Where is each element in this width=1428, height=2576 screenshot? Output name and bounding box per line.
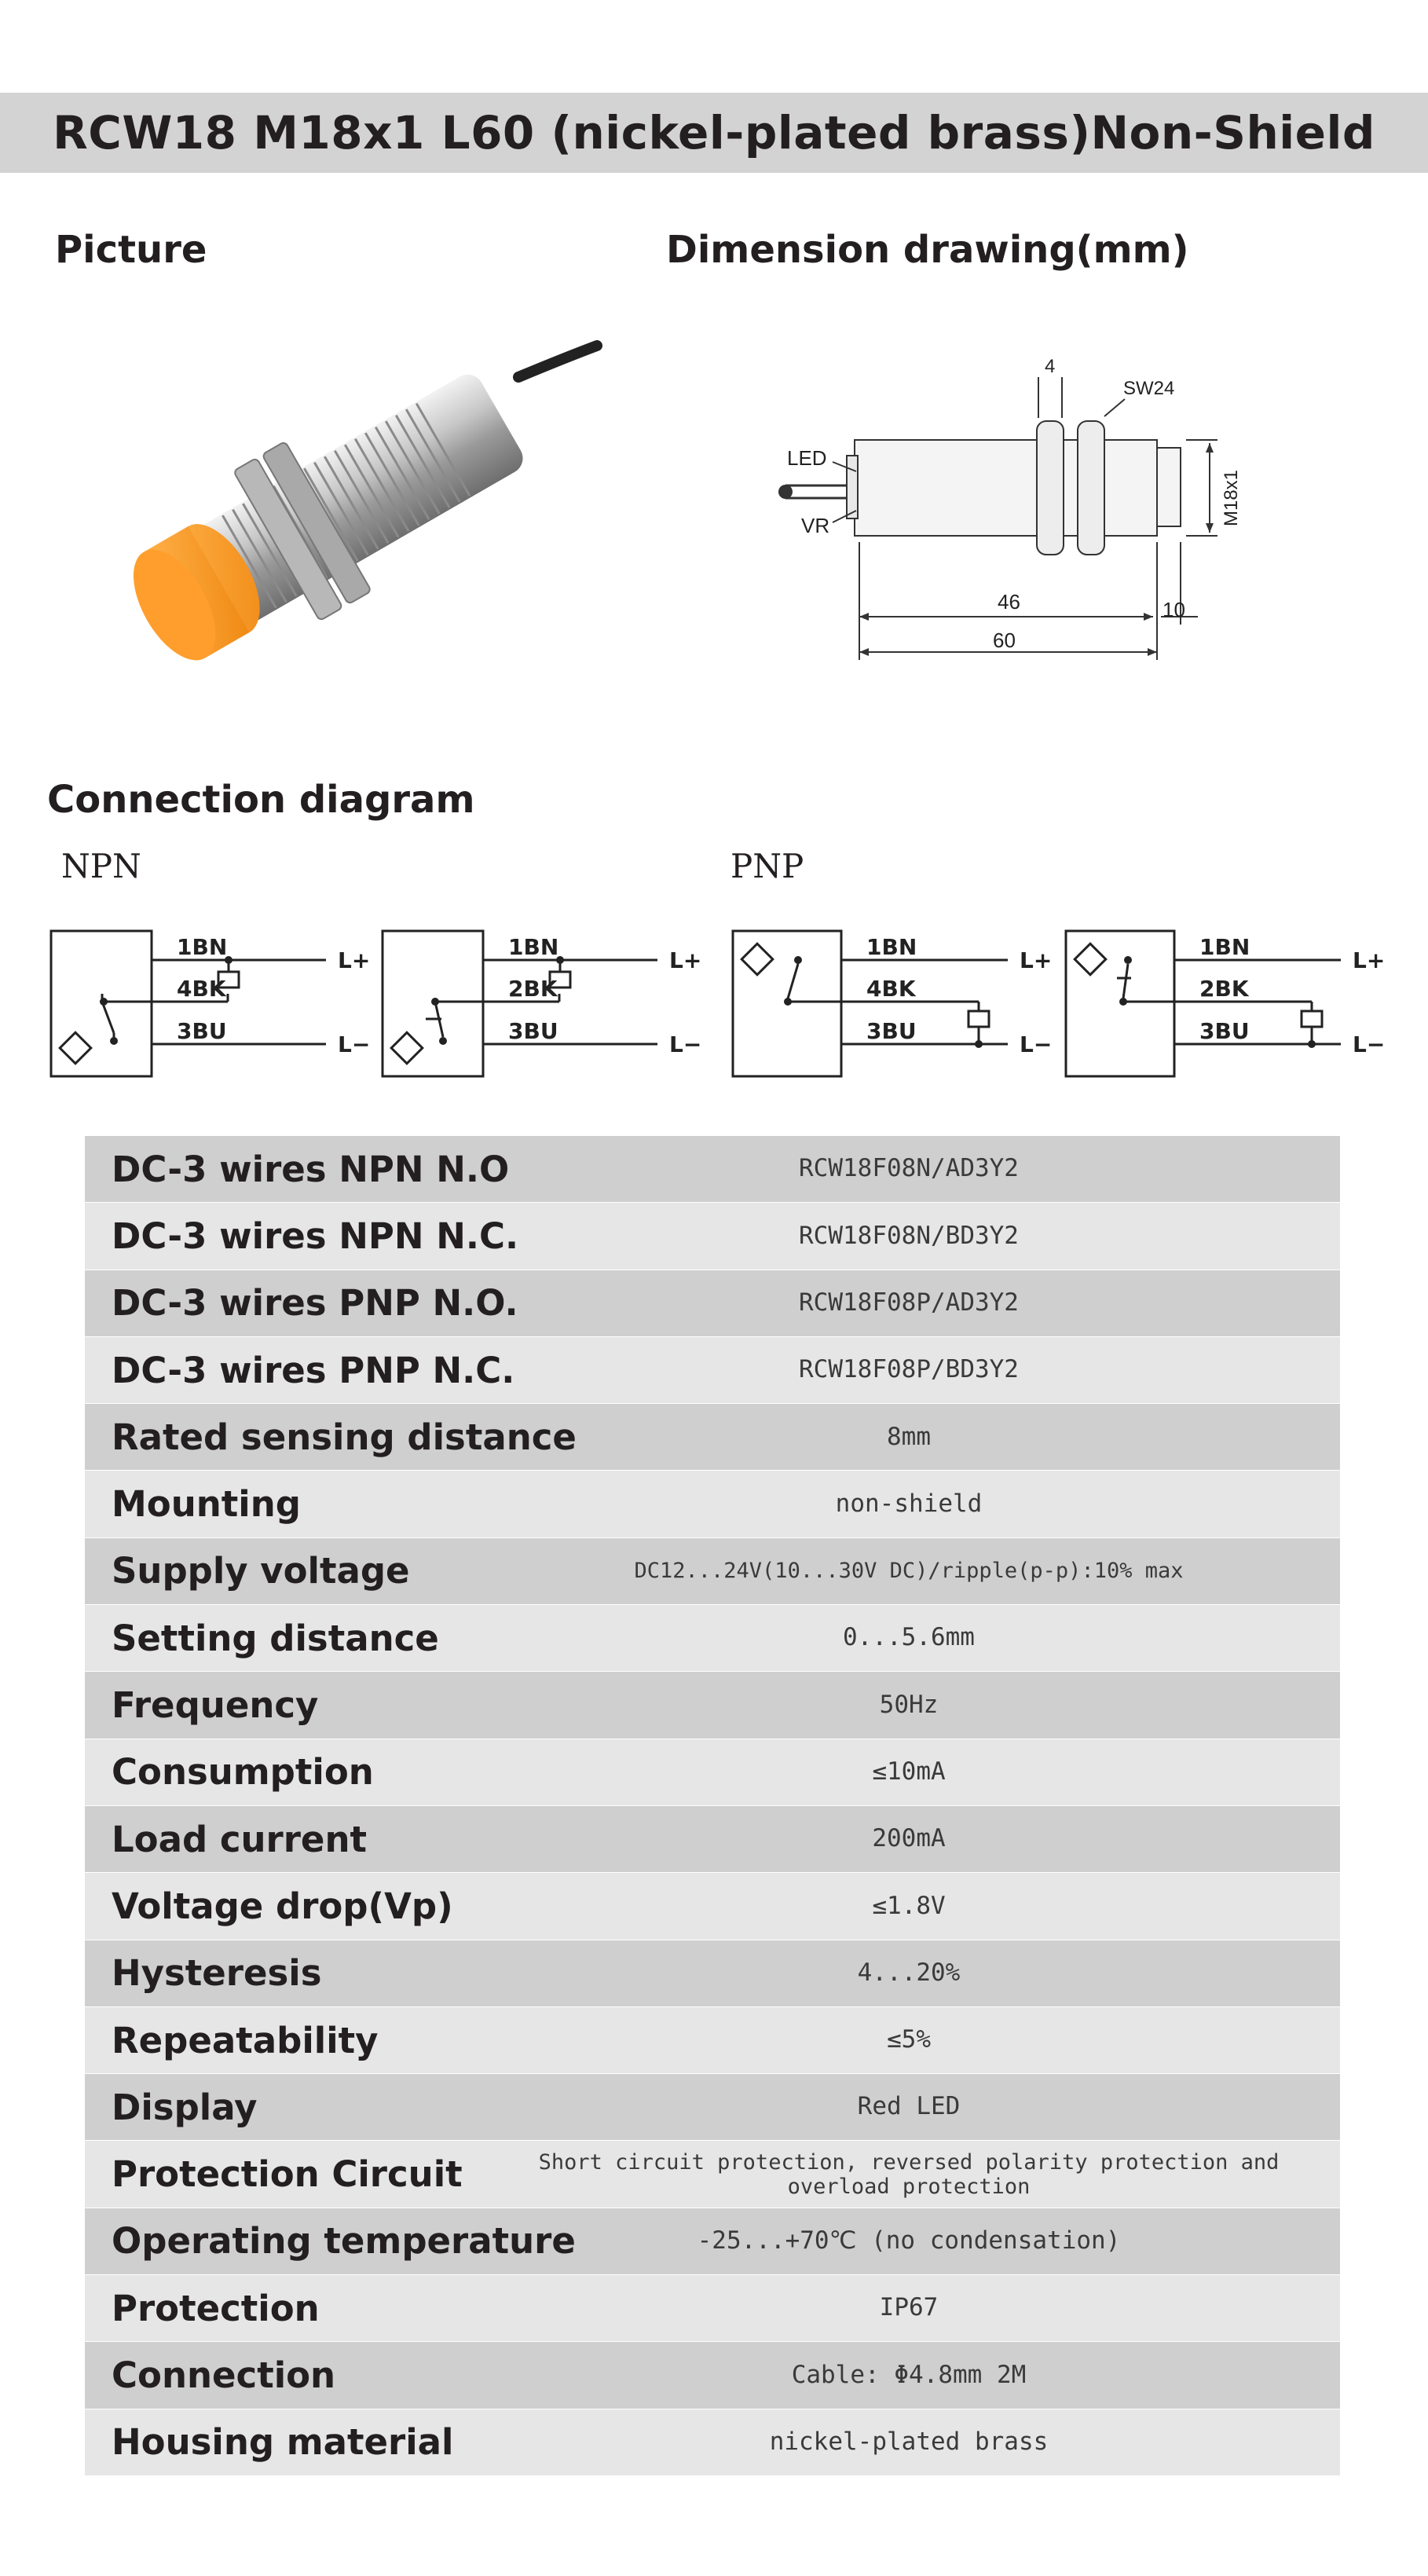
vr-label: VR (801, 514, 830, 537)
spec-value: 8mm (887, 1422, 931, 1451)
spec-label: Consumption (112, 1751, 374, 1794)
spec-label: Frequency (112, 1684, 319, 1727)
spec-row (85, 1404, 1340, 1471)
wiring-npn-nc (379, 915, 732, 1088)
wire-label: 4BK (177, 976, 226, 1002)
spec-row (85, 2007, 1340, 2074)
wire-label: 3BU (866, 1018, 917, 1044)
spec-row (85, 1136, 1340, 1203)
wire-label: 1BN (1199, 934, 1250, 960)
terminal-label: L+ (669, 947, 702, 973)
spec-label: Connection (112, 2354, 336, 2396)
dimension-drawing (770, 346, 1280, 676)
spec-value: ≤1.8V (872, 1891, 946, 1920)
terminal-label: L+ (1353, 947, 1386, 973)
page-title: RCW18 M18x1 L60 (nickel-plated brass)Non-Shield (53, 106, 1375, 159)
wire-label: 4BK (866, 976, 916, 1002)
spec-label: Housing material (112, 2421, 454, 2464)
spec-label: Supply voltage (112, 1550, 410, 1592)
spec-value: IP67 (879, 2293, 939, 2322)
spec-value: nickel-plated brass (769, 2427, 1049, 2456)
spec-row (85, 1538, 1340, 1605)
spec-label: Mounting (112, 1483, 301, 1526)
spec-label: Repeatability (112, 2019, 379, 2061)
nut-width-label: 4 (1045, 356, 1056, 377)
npn-label: NPN (61, 847, 141, 885)
wiring-pnp-no (729, 915, 1082, 1088)
wire-label: 1BN (866, 934, 917, 960)
wiring-npn-no (47, 915, 401, 1088)
spec-row (85, 2141, 1340, 2208)
spec-row (85, 2074, 1340, 2141)
spec-row (85, 2409, 1340, 2476)
spec-value: RCW18F08P/BD3Y2 (799, 1355, 1019, 1384)
spec-value: 4...20% (857, 1958, 961, 1987)
length-46-label: 46 (998, 590, 1020, 614)
wire-label: 3BU (508, 1018, 558, 1044)
spec-value: ≤5% (887, 2025, 931, 2054)
spec-label: Protection Circuit (112, 2153, 463, 2196)
total-length-label: 60 (993, 628, 1016, 652)
spec-label: Hysteresis (112, 1952, 322, 1995)
spec-value: Short circuit protection, reversed polarity protection and overload protection (538, 2149, 1280, 2199)
wire-label: 3BU (1199, 1018, 1250, 1044)
spec-row (85, 2275, 1340, 2342)
spec-value: -25...+70℃ (no condensation) (697, 2226, 1121, 2255)
terminal-label: L− (669, 1031, 702, 1057)
spec-row (85, 1203, 1340, 1270)
terminal-label: L+ (338, 947, 371, 973)
spec-value: DC12...24V(10...30V DC)/ripple(p-p):10% max (634, 1559, 1184, 1584)
spec-value: 0...5.6mm (843, 1623, 975, 1652)
wrench-label: SW24 (1123, 378, 1175, 399)
spec-label: Operating temperature (112, 2220, 576, 2263)
led-label: LED (787, 446, 827, 470)
spec-label: DC-3 wires NPN N.C. (112, 1215, 519, 1257)
spec-value: Cable: Φ4.8mm 2M (791, 2360, 1027, 2389)
spec-row (85, 1940, 1340, 2007)
spec-label: Load current (112, 1818, 367, 1860)
spec-value: RCW18F08P/AD3Y2 (799, 1288, 1019, 1317)
thread-label: M18x1 (1221, 469, 1242, 526)
spec-row (85, 1739, 1340, 1806)
spec-label: DC-3 wires PNP N.O. (112, 1282, 518, 1325)
spec-row (85, 1605, 1340, 1672)
terminal-label: L+ (1020, 947, 1053, 973)
pnp-label: PNP (730, 847, 804, 885)
spec-row (85, 1806, 1340, 1873)
spec-value: 200mA (872, 1824, 946, 1853)
title-bar (0, 93, 1428, 173)
spec-row (85, 1471, 1340, 1537)
spec-row (85, 2342, 1340, 2409)
spec-label: Voltage drop(Vp) (112, 1885, 453, 1927)
length-10-label: 10 (1163, 598, 1185, 621)
spec-label: Setting distance (112, 1617, 439, 1659)
terminal-label: L− (338, 1031, 371, 1057)
product-photo (79, 330, 613, 707)
wire-label: 2BK (508, 976, 558, 1002)
picture-heading: Picture (55, 228, 207, 272)
connection-heading: Connection diagram (47, 778, 475, 822)
spec-label: DC-3 wires PNP N.C. (112, 1349, 515, 1391)
spec-label: DC-3 wires NPN N.O (112, 1148, 510, 1190)
spec-value: Red LED (857, 2092, 961, 2121)
wire-label: 3BU (177, 1018, 227, 1044)
dimension-heading: Dimension drawing(mm) (666, 228, 1189, 272)
spec-row (85, 1337, 1340, 1404)
spec-label: Rated sensing distance (112, 1416, 577, 1458)
wire-label: 1BN (508, 934, 559, 960)
wiring-pnp-nc (1062, 915, 1415, 1088)
spec-row (85, 1873, 1340, 1940)
spec-row (85, 1672, 1340, 1739)
spec-value: RCW18F08N/AD3Y2 (799, 1154, 1019, 1183)
terminal-label: L− (1353, 1031, 1386, 1057)
spec-value: ≤10mA (872, 1757, 946, 1786)
spec-row (85, 1270, 1340, 1337)
spec-value: non-shield (835, 1489, 983, 1518)
terminal-label: L− (1020, 1031, 1053, 1057)
wire-label: 1BN (177, 934, 228, 960)
wire-label: 2BK (1199, 976, 1249, 1002)
spec-label: Protection (112, 2287, 320, 2329)
spec-value: 50Hz (879, 1690, 939, 1719)
spec-label: Display (112, 2086, 258, 2128)
spec-row (85, 2208, 1340, 2275)
spec-table (85, 1136, 1340, 2476)
spec-value: RCW18F08N/BD3Y2 (799, 1221, 1019, 1250)
